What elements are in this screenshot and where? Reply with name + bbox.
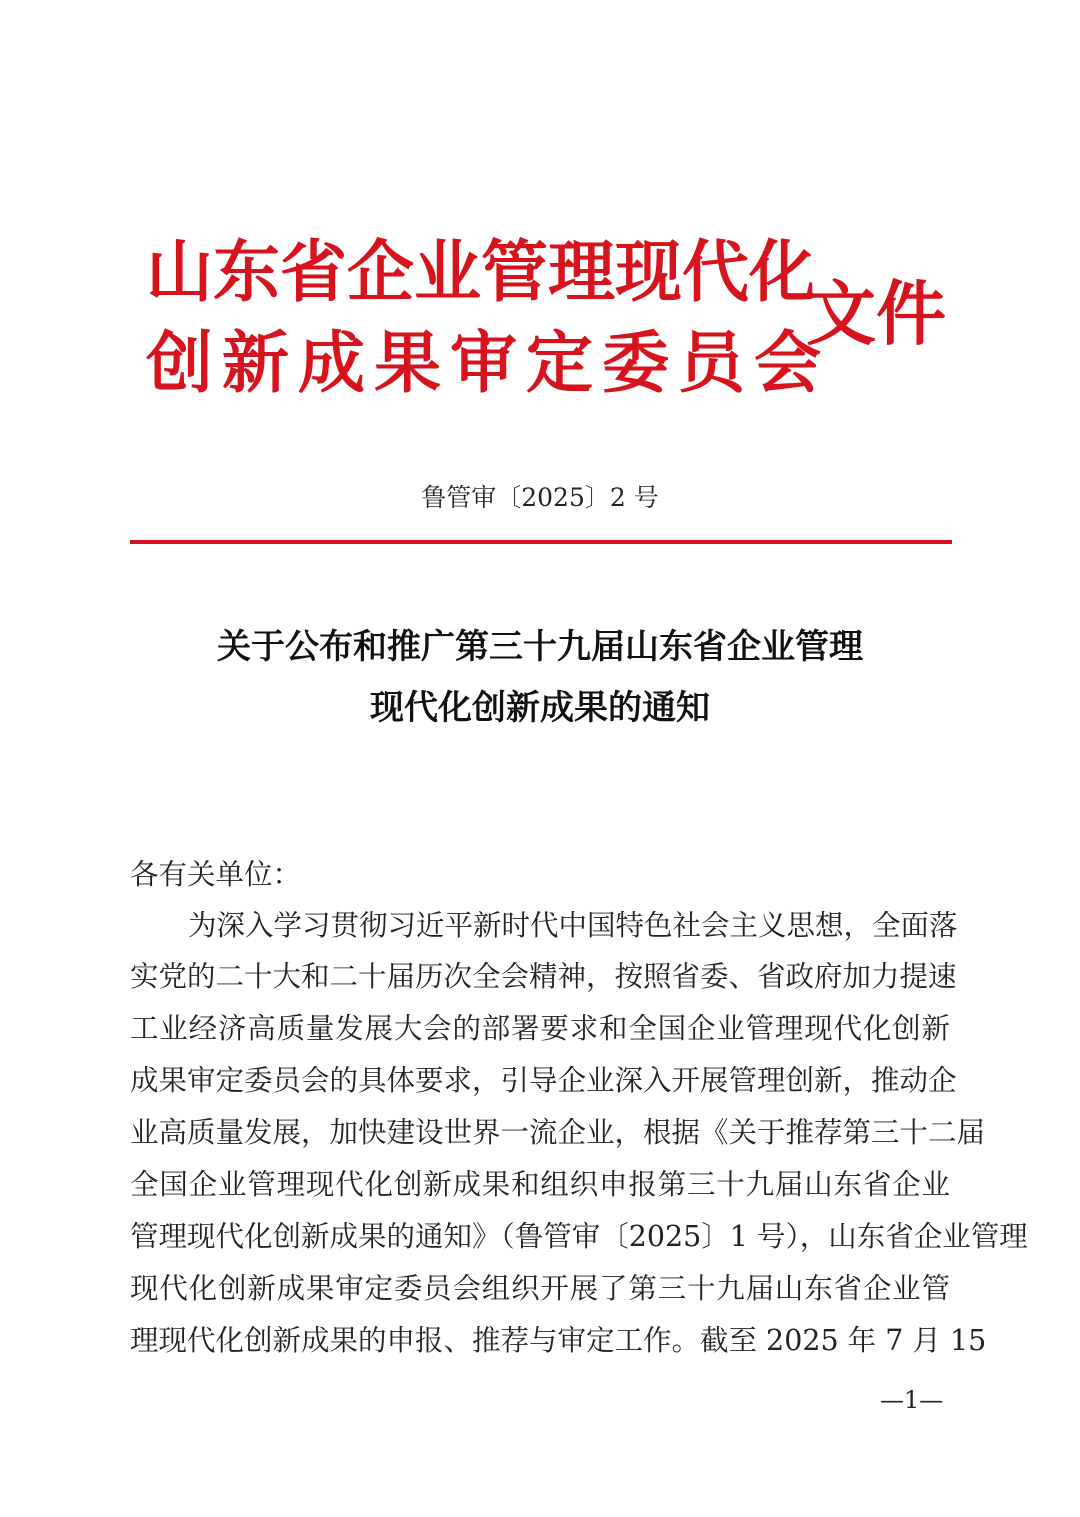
body-line: 管理现代化创新成果的通知》（鲁管审〔2025〕1 号），山东省企业管理	[130, 1220, 1028, 1253]
document-type-label: 文件	[806, 272, 946, 355]
body-line: 工业经济高质量发展大会的部署要求和全国企业管理现代化创新	[130, 1012, 950, 1045]
document-number: 鲁管审〔2025〕2 号	[421, 483, 659, 512]
body-line: 理现代化创新成果的申报、推荐与审定工作。截至 2025 年 7 月 15	[130, 1324, 987, 1357]
body-line: 实党的二十大和二十届历次全会精神，按照省委、省政府加力提速	[130, 960, 957, 993]
salutation: 各有关单位：	[130, 858, 302, 891]
notice-title-line-1: 关于公布和推广第三十九届山东省企业管理	[217, 627, 863, 667]
body-line: 全国企业管理现代化创新成果和组织申报第三十九届山东省企业	[130, 1168, 950, 1201]
body-line: 为深入学习贯彻习近平新时代中国特色社会主义思想，全面落	[188, 909, 958, 942]
body-line: 业高质量发展，加快建设世界一流企业，根据《关于推荐第三十二届	[130, 1116, 986, 1149]
issuer-name-line-1: 山东省企业管理现代化	[146, 232, 816, 311]
body-line: 成果审定委员会的具体要求，引导企业深入开展管理创新，推动企	[130, 1064, 957, 1097]
issuer-name-line-2: 创新成果审定委员会	[146, 323, 830, 402]
page-number: —1—	[880, 1386, 944, 1414]
body-line: 现代化创新成果审定委员会组织开展了第三十九届山东省企业管	[130, 1272, 950, 1305]
notice-title-line-2: 现代化创新成果的通知	[370, 688, 710, 728]
header-divider	[130, 540, 952, 544]
